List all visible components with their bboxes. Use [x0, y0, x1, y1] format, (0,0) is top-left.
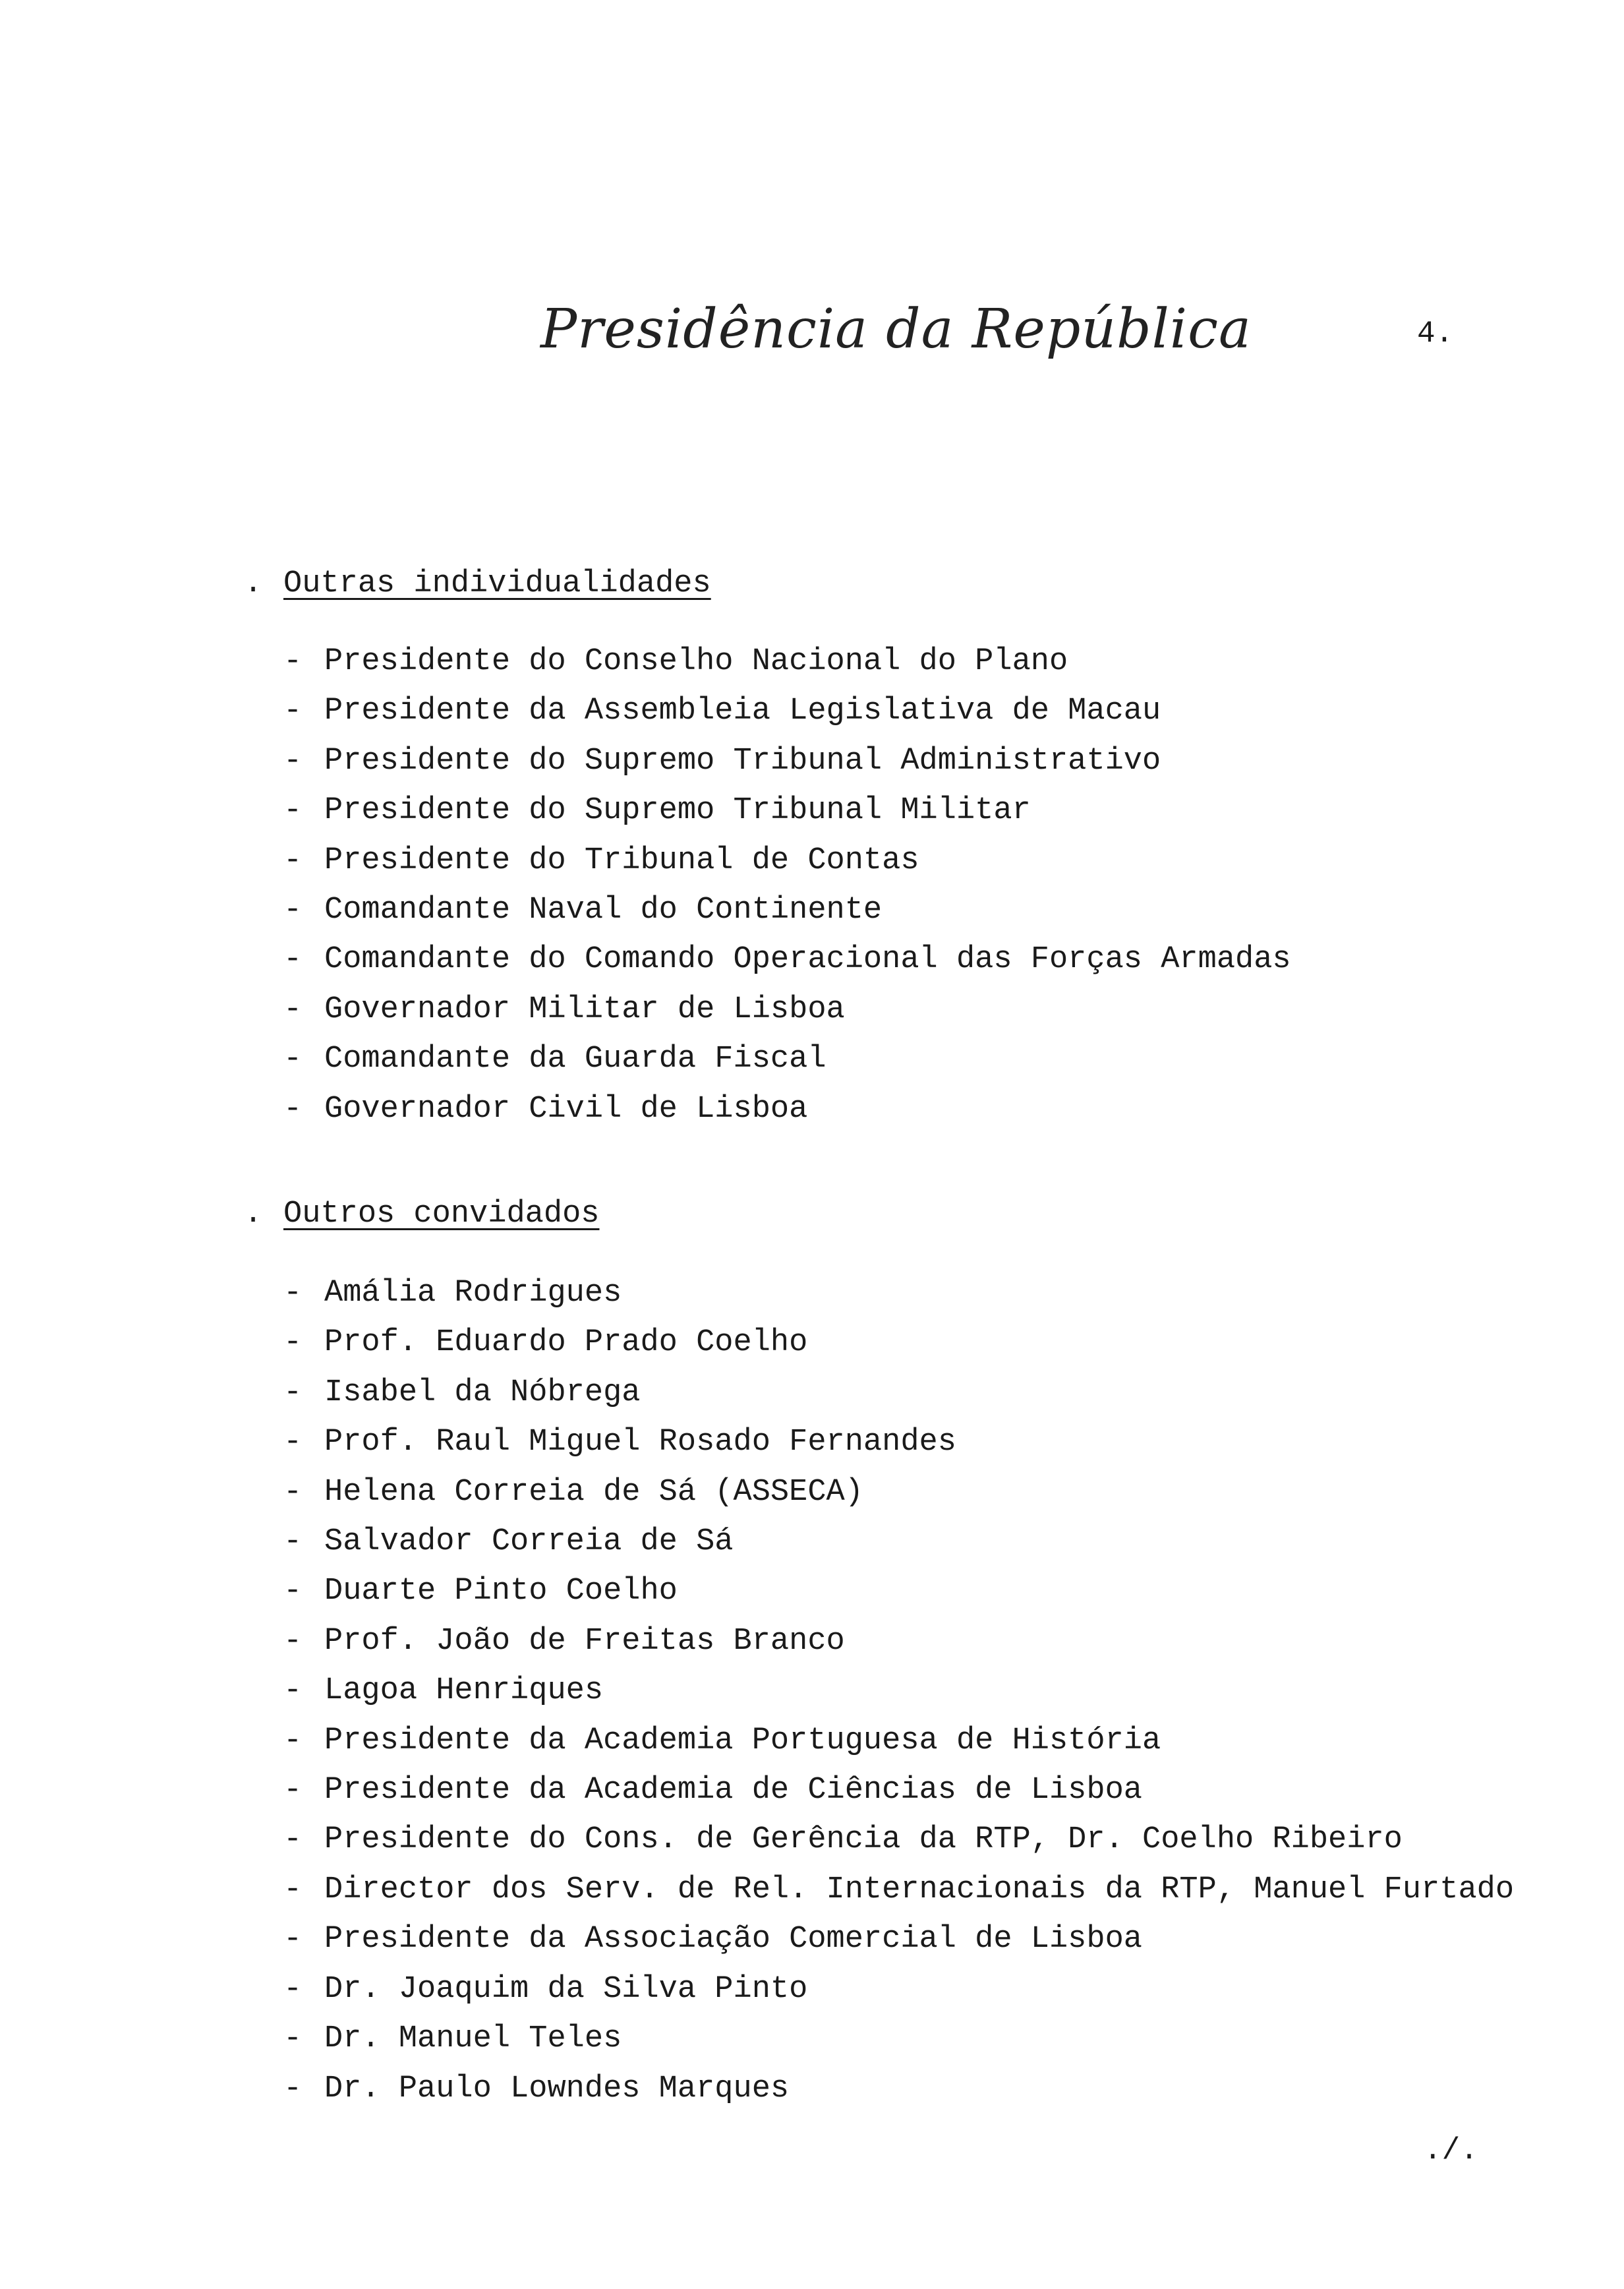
list-item-text: Presidente da Assembleia Legislativa de Macau — [324, 694, 1161, 729]
list-dash: - — [283, 644, 303, 679]
list-item — [283, 1617, 1514, 1666]
list-dash: - — [283, 1773, 303, 1808]
list-dash: - — [283, 893, 303, 928]
list-dash: - — [283, 1375, 303, 1410]
list-item-text: Presidente da Associação Comercial de Lisboa — [324, 1922, 1143, 1957]
list-dash: - — [283, 1425, 303, 1460]
section-outras-individualidades — [244, 564, 1291, 1134]
list-item-text: Salvador Correia de Sá — [324, 1524, 734, 1560]
list-item-text: Presidente do Conselho Nacional do Plano — [324, 644, 1068, 679]
list-dash: - — [283, 1524, 303, 1560]
list-item — [283, 1417, 1514, 1467]
list-dash: - — [283, 2021, 303, 2057]
list-item — [283, 1865, 1514, 1915]
list-item-text: Presidente da Academia Portuguesa de História — [324, 1723, 1161, 1758]
list-dash: - — [283, 1276, 303, 1311]
section-heading — [244, 1195, 1514, 1234]
list-item — [283, 686, 1291, 736]
list-item — [283, 2064, 1514, 2114]
list-item — [283, 1965, 1514, 2014]
list-item-text: Comandante Naval do Continente — [324, 893, 883, 928]
list-dash: - — [283, 1872, 303, 1907]
list-item — [283, 2014, 1514, 2064]
list-item-text: Governador Civil de Lisboa — [324, 1091, 808, 1127]
list-item-text: Dr. Paulo Lowndes Marques — [324, 2071, 790, 2106]
list-item-text: Director dos Serv. de Rel. Internacionais da RTP, Manuel Furtado — [324, 1872, 1515, 1907]
list-item-text: Isabel da Nóbrega — [324, 1375, 641, 1410]
list-item-text: Comandante da Guarda Fiscal — [324, 1042, 826, 1077]
list-dash: - — [283, 1325, 303, 1361]
list-dash: - — [283, 843, 303, 878]
list-item — [283, 1318, 1514, 1367]
section-bullet: . — [244, 566, 263, 601]
continuation-mark: ./. — [1424, 2133, 1478, 2168]
list-dash: - — [283, 1474, 303, 1510]
list-dash: - — [283, 1091, 303, 1127]
list-item — [283, 1517, 1514, 1566]
list-item — [283, 1085, 1291, 1134]
list-item — [283, 1815, 1514, 1864]
list-dash: - — [283, 1822, 303, 1858]
list-item-text: Governador Militar de Lisboa — [324, 992, 845, 1027]
list-dash: - — [283, 1723, 303, 1758]
list-item-text: Presidente do Tribunal de Contas — [324, 843, 919, 878]
list-item-text: Prof. Raul Miguel Rosado Fernandes — [324, 1425, 956, 1460]
item-list — [283, 637, 1291, 1134]
list-item-text: Helena Correia de Sá (ASSECA) — [324, 1474, 863, 1510]
list-item — [283, 736, 1291, 786]
section-heading-text: Outros convidados — [283, 1197, 600, 1232]
list-item — [283, 1915, 1514, 1964]
list-dash: - — [283, 1673, 303, 1709]
section-heading-text: Outras individualidades — [283, 566, 711, 601]
list-dash: - — [283, 1922, 303, 1957]
list-item — [283, 1034, 1291, 1084]
list-dash: - — [283, 992, 303, 1027]
list-item-text: Presidente do Supremo Tribunal Administrativo — [324, 743, 1161, 779]
item-list — [283, 1268, 1514, 2114]
list-item — [283, 1368, 1514, 1417]
list-item-text: Presidente do Cons. de Gerência da RTP, Dr. Coelho Ribeiro — [324, 1822, 1403, 1858]
section-heading — [244, 564, 1291, 604]
section-bullet: . — [244, 1197, 263, 1232]
list-item-text: Amália Rodrigues — [324, 1276, 622, 1311]
list-item-text: Prof. Eduardo Prado Coelho — [324, 1325, 808, 1361]
list-item-text: Dr. Joaquim da Silva Pinto — [324, 1971, 808, 2007]
list-item-text: Dr. Manuel Teles — [324, 2021, 622, 2057]
list-item — [283, 935, 1291, 984]
list-item — [283, 885, 1291, 935]
list-item — [283, 786, 1291, 835]
list-item — [283, 1468, 1514, 1517]
list-item — [283, 1268, 1514, 1318]
list-dash: - — [283, 743, 303, 779]
list-dash: - — [283, 1623, 303, 1659]
list-dash: - — [283, 1042, 303, 1077]
letterhead: Presidência da República — [540, 298, 1252, 361]
list-item — [283, 1566, 1514, 1616]
list-item — [283, 985, 1291, 1034]
list-dash: - — [283, 793, 303, 829]
list-item — [283, 637, 1291, 686]
list-item — [283, 1766, 1514, 1815]
list-item-text: Prof. João de Freitas Branco — [324, 1623, 845, 1659]
list-dash: - — [283, 694, 303, 729]
list-dash: - — [283, 2071, 303, 2106]
list-dash: - — [283, 942, 303, 978]
list-dash: - — [283, 1971, 303, 2007]
list-item-text: Presidente do Supremo Tribunal Militar — [324, 793, 1031, 829]
list-item — [283, 836, 1291, 885]
list-item-text: Lagoa Henriques — [324, 1673, 604, 1709]
list-item — [283, 1716, 1514, 1766]
section-outros-convidados — [244, 1195, 1514, 2114]
list-dash: - — [283, 1574, 303, 1609]
list-item-text: Presidente da Academia de Ciências de Lisboa — [324, 1773, 1143, 1808]
page-number: 4. — [1417, 316, 1454, 351]
list-item-text: Duarte Pinto Coelho — [324, 1574, 678, 1609]
list-item-text: Comandante do Comando Operacional das Forças Armadas — [324, 942, 1291, 978]
list-item — [283, 1666, 1514, 1715]
